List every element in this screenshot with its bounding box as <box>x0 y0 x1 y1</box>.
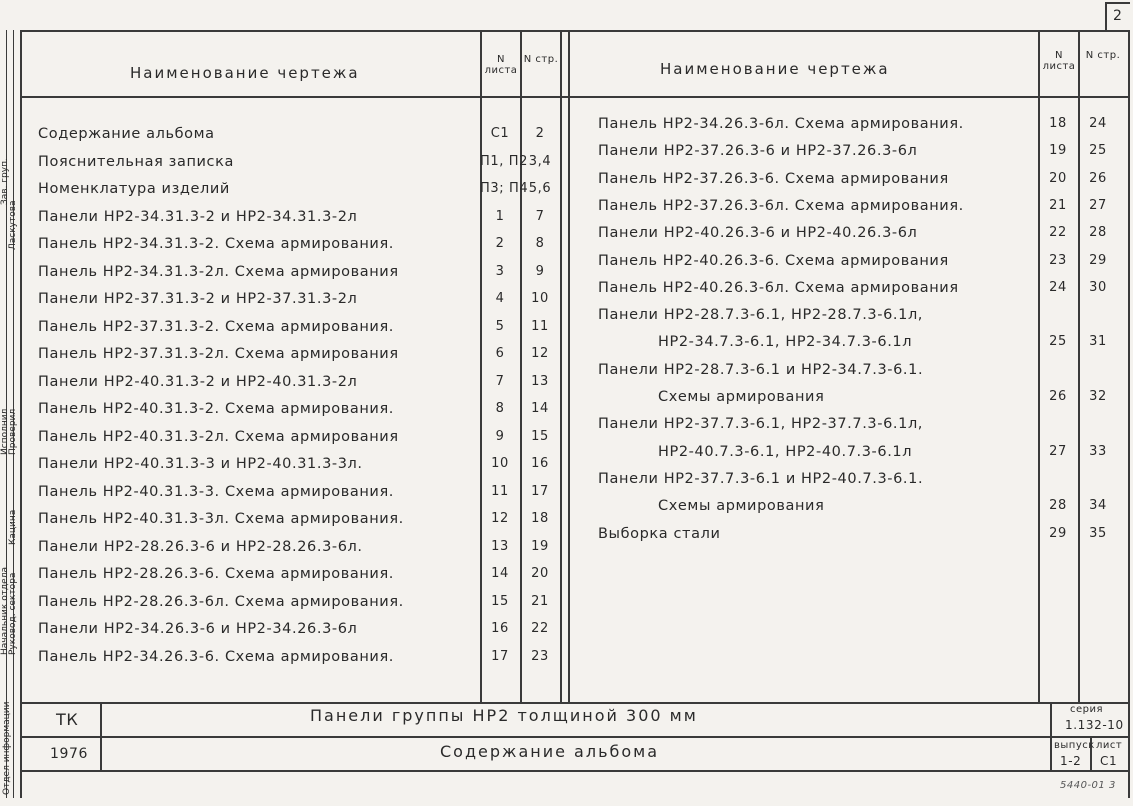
row-sheet: 22 <box>1049 225 1067 241</box>
row-sheet: 28 <box>1049 498 1067 514</box>
row-page: 29 <box>1089 252 1107 268</box>
row-name: Панель НР2-28.26.3-6. Схема армирования. <box>38 566 394 582</box>
row-sheet: 16 <box>491 621 509 636</box>
table-row <box>568 334 1128 353</box>
row-page: 33 <box>1089 443 1107 459</box>
row-name: Панель НР2-40.26.3-6. Схема армирования <box>598 252 949 269</box>
row-sheet: 10 <box>491 456 509 471</box>
row-sheet: 21 <box>1049 197 1067 213</box>
table-row <box>20 621 560 640</box>
right-header-name: Наименование чертежа <box>660 60 890 78</box>
table-row <box>568 416 1128 435</box>
row-name: Панели НР2-40.31.3-3 и НР2-40.31.3-3л. <box>38 456 363 472</box>
row-name: Панель НР2-37.26.3-6л. Схема армирования. <box>598 197 964 214</box>
row-sheet: 12 <box>491 511 509 526</box>
row-name: Панель НР2-40.31.3-3л. Схема армирования. <box>38 511 404 527</box>
frame-right <box>1128 30 1130 798</box>
row-name: Панели НР2-34.26.3-6 и НР2-34.26.3-6л <box>38 621 358 637</box>
left-table-body <box>20 126 560 706</box>
row-page: 9 <box>535 263 545 279</box>
row-name: Схемы армирования <box>658 498 825 515</box>
series-label: серия <box>1070 704 1104 715</box>
margin-name-2: Ласкутова <box>8 200 18 250</box>
row-sheet: 17 <box>491 648 509 664</box>
left-header-page: N стр. <box>523 54 559 65</box>
row-name: Пояснительная записка <box>38 153 234 170</box>
titleblock-code: ТК <box>56 710 79 729</box>
table-row <box>568 471 1128 490</box>
row-page: 21 <box>531 593 549 609</box>
right-header-page: N стр. <box>1085 50 1121 61</box>
sheet-label: лист <box>1096 740 1123 751</box>
row-name: Панели НР2-37.7.3-6.1, НР2-37.7.3-6.1л, <box>598 416 924 433</box>
sheet-number-box-top <box>1105 2 1130 4</box>
issue-value: 1-2 <box>1060 754 1082 768</box>
row-page: 16 <box>531 456 549 471</box>
frame-bottom <box>20 770 1130 772</box>
left-header-sheet: N листа <box>484 54 518 76</box>
row-name: Схемы армирования <box>658 389 825 405</box>
row-page: 3,4 <box>528 153 552 169</box>
row-sheet: 20 <box>1049 170 1067 186</box>
row-page: 8 <box>535 236 545 251</box>
right-header-sheet: N листа <box>1042 50 1076 72</box>
table-row <box>568 253 1128 272</box>
row-sheet: 26 <box>1049 389 1067 404</box>
row-sheet: 7 <box>495 373 505 389</box>
row-name: НР2-40.7.3-6.1, НР2-40.7.3-6.1л <box>658 443 913 460</box>
row-sheet: 6 <box>495 346 505 361</box>
row-sheet: 9 <box>495 428 505 444</box>
row-page: 11 <box>531 318 549 334</box>
row-name: Панель НР2-37.31.3-2л. Схема армирования <box>38 346 399 362</box>
margin-name-1: Кацина <box>8 509 18 545</box>
table-row <box>20 319 560 338</box>
titleblock-subtitle: Содержание альбома <box>440 742 660 761</box>
row-page: 31 <box>1089 334 1107 350</box>
table-row <box>20 511 560 530</box>
table-row <box>568 307 1128 326</box>
row-name: Панели НР2-37.31.3-2 и НР2-37.31.3-2л <box>38 291 358 307</box>
row-page: 5,6 <box>528 181 552 196</box>
row-name: Панель НР2-28.26.3-6л. Схема армирования. <box>38 593 404 610</box>
left-header-name: Наименование чертежа <box>130 64 360 82</box>
table-row <box>568 444 1128 463</box>
row-page: 2 <box>535 126 545 141</box>
table-row <box>568 225 1128 244</box>
table-row <box>20 291 560 310</box>
titleblock-title: Панели группы НР2 толщиной 300 мм <box>310 706 698 725</box>
row-page: 24 <box>1089 116 1107 131</box>
sheet-value: С1 <box>1100 754 1118 768</box>
table-row <box>20 649 560 668</box>
margin-stamp-5: Зав. груп. <box>0 158 10 205</box>
margin-stamp-1: Начальник отдела <box>0 567 10 655</box>
margin-stamp-2: Руковод. сектора <box>8 572 18 655</box>
margin-stamp-3: Исполнил <box>0 408 10 455</box>
table-row <box>20 126 560 145</box>
row-name: Панели НР2-34.31.3-2 и НР2-34.31.3-2л <box>38 208 358 225</box>
titleblock-series-sep <box>1050 702 1052 772</box>
row-sheet: 13 <box>491 538 509 554</box>
row-sheet: 5 <box>495 318 505 334</box>
row-name: Панель НР2-37.31.3-2. Схема армирования. <box>38 318 394 335</box>
row-sheet: 11 <box>491 483 509 499</box>
titleblock-mid <box>22 736 1128 738</box>
table-row <box>20 374 560 393</box>
row-page: 10 <box>531 291 549 306</box>
row-sheet: 24 <box>1049 279 1067 295</box>
row-page: 7 <box>535 208 545 224</box>
row-name: Панель НР2-34.26.3-6. Схема армирования. <box>38 648 394 665</box>
middle-line-1 <box>560 32 562 702</box>
row-page: 20 <box>531 566 549 581</box>
sheet-number: 2 <box>1113 8 1123 24</box>
table-row <box>568 171 1128 190</box>
table-row <box>20 594 560 613</box>
right-table-body <box>568 116 1128 616</box>
table-row <box>568 116 1128 135</box>
table-row <box>568 526 1128 545</box>
row-page: 18 <box>531 511 549 526</box>
row-sheet: 25 <box>1049 334 1067 350</box>
table-row <box>568 362 1128 381</box>
table-row <box>568 389 1128 408</box>
row-name: Панель НР2-40.31.3-3. Схема армирования. <box>38 483 394 500</box>
row-name: Панель НР2-34.31.3-2л. Схема армирования <box>38 263 399 280</box>
titleblock-year: 1976 <box>50 746 89 762</box>
row-name: Панель НР2-40.31.3-2. Схема армирования. <box>38 401 394 417</box>
row-sheet: П3; П4 <box>480 181 529 196</box>
row-page: 13 <box>531 373 549 389</box>
series-value: 1.132-10 <box>1065 718 1124 732</box>
row-name: Панель НР2-37.26.3-6. Схема армирования <box>598 170 949 187</box>
titleblock-code-sep <box>100 702 102 772</box>
row-sheet: 3 <box>495 263 505 279</box>
row-sheet: 19 <box>1049 143 1067 159</box>
row-sheet: 4 <box>495 291 505 306</box>
table-row <box>20 154 560 173</box>
row-sheet: П1, П2 <box>480 153 528 169</box>
row-name: Панели НР2-28.26.3-6 и НР2-28.26.3-6л. <box>38 538 363 555</box>
row-page: 15 <box>531 428 549 444</box>
table-row <box>20 566 560 585</box>
table-row <box>568 143 1128 162</box>
row-page: 30 <box>1089 279 1107 295</box>
table-row <box>20 484 560 503</box>
table-row <box>20 456 560 475</box>
row-name: Выборка стали <box>598 525 721 542</box>
frame-top <box>20 30 1130 32</box>
row-page: 17 <box>531 483 549 499</box>
row-sheet: 23 <box>1049 252 1067 268</box>
row-page: 25 <box>1089 143 1107 159</box>
table-row <box>20 181 560 200</box>
row-name: Панели НР2-28.7.3-6.1, НР2-28.7.3-6.1л, <box>598 307 924 324</box>
row-sheet: 27 <box>1049 443 1067 459</box>
row-sheet: 1 <box>495 208 505 224</box>
row-sheet: 14 <box>491 566 509 581</box>
drawing-sheet <box>20 8 1130 798</box>
row-page: 34 <box>1089 498 1107 514</box>
margin-stamp-4: Проверил <box>8 408 18 455</box>
row-name: Номенклатура изделий <box>38 181 230 197</box>
row-name: НР2-34.7.3-6.1, НР2-34.7.3-6.1л <box>658 334 913 351</box>
row-sheet: 8 <box>495 401 505 416</box>
row-page: 22 <box>531 621 549 636</box>
row-sheet: С1 <box>490 126 510 141</box>
row-page: 28 <box>1089 225 1107 241</box>
row-name: Панели НР2-37.7.3-6.1 и НР2-40.7.3-6.1. <box>598 470 924 487</box>
row-sheet: 2 <box>495 236 505 251</box>
header-separator <box>22 96 1128 98</box>
row-sheet: 18 <box>1049 116 1067 131</box>
row-name: Панель НР2-40.31.3-2л. Схема армирования <box>38 428 399 445</box>
row-name: Панели НР2-37.26.3-6 и НР2-37.26.3-6л <box>598 143 918 160</box>
row-name: Панели НР2-28.7.3-6.1 и НР2-34.7.3-6.1. <box>598 361 924 378</box>
row-name: Панели НР2-40.26.3-6 и НР2-40.26.3-6л <box>598 225 918 242</box>
row-page: 19 <box>531 538 549 554</box>
table-row <box>568 280 1128 299</box>
margin-org: Отдел информации <box>2 701 12 795</box>
table-row <box>568 498 1128 517</box>
row-page: 23 <box>531 648 549 664</box>
table-row <box>20 264 560 283</box>
row-name: Панель НР2-34.26.3-6л. Схема армирования. <box>598 116 964 132</box>
row-sheet: 29 <box>1049 525 1067 541</box>
row-name: Панели НР2-40.31.3-2 и НР2-40.31.3-2л <box>38 373 358 390</box>
titleblock-top <box>22 702 1128 704</box>
table-row <box>20 539 560 558</box>
row-page: 14 <box>531 401 549 416</box>
row-name: Панель НР2-40.26.3-6л. Схема армирования <box>598 279 959 296</box>
issue-label: выпуск <box>1054 740 1095 751</box>
row-page: 26 <box>1089 170 1107 186</box>
table-row <box>20 236 560 255</box>
row-name: Панель НР2-34.31.3-2. Схема армирования. <box>38 236 394 252</box>
table-row <box>20 209 560 228</box>
row-sheet: 15 <box>491 593 509 609</box>
table-row <box>20 429 560 448</box>
table-row <box>568 198 1128 217</box>
row-page: 35 <box>1089 525 1107 541</box>
table-row <box>20 401 560 420</box>
row-page: 12 <box>531 346 549 361</box>
archive-number: 5440-01 3 <box>1060 780 1116 791</box>
row-page: 27 <box>1089 197 1107 213</box>
row-page: 32 <box>1089 389 1107 404</box>
row-name: Содержание альбома <box>38 126 215 142</box>
table-row <box>20 346 560 365</box>
sheet-number-box-left <box>1105 2 1107 30</box>
